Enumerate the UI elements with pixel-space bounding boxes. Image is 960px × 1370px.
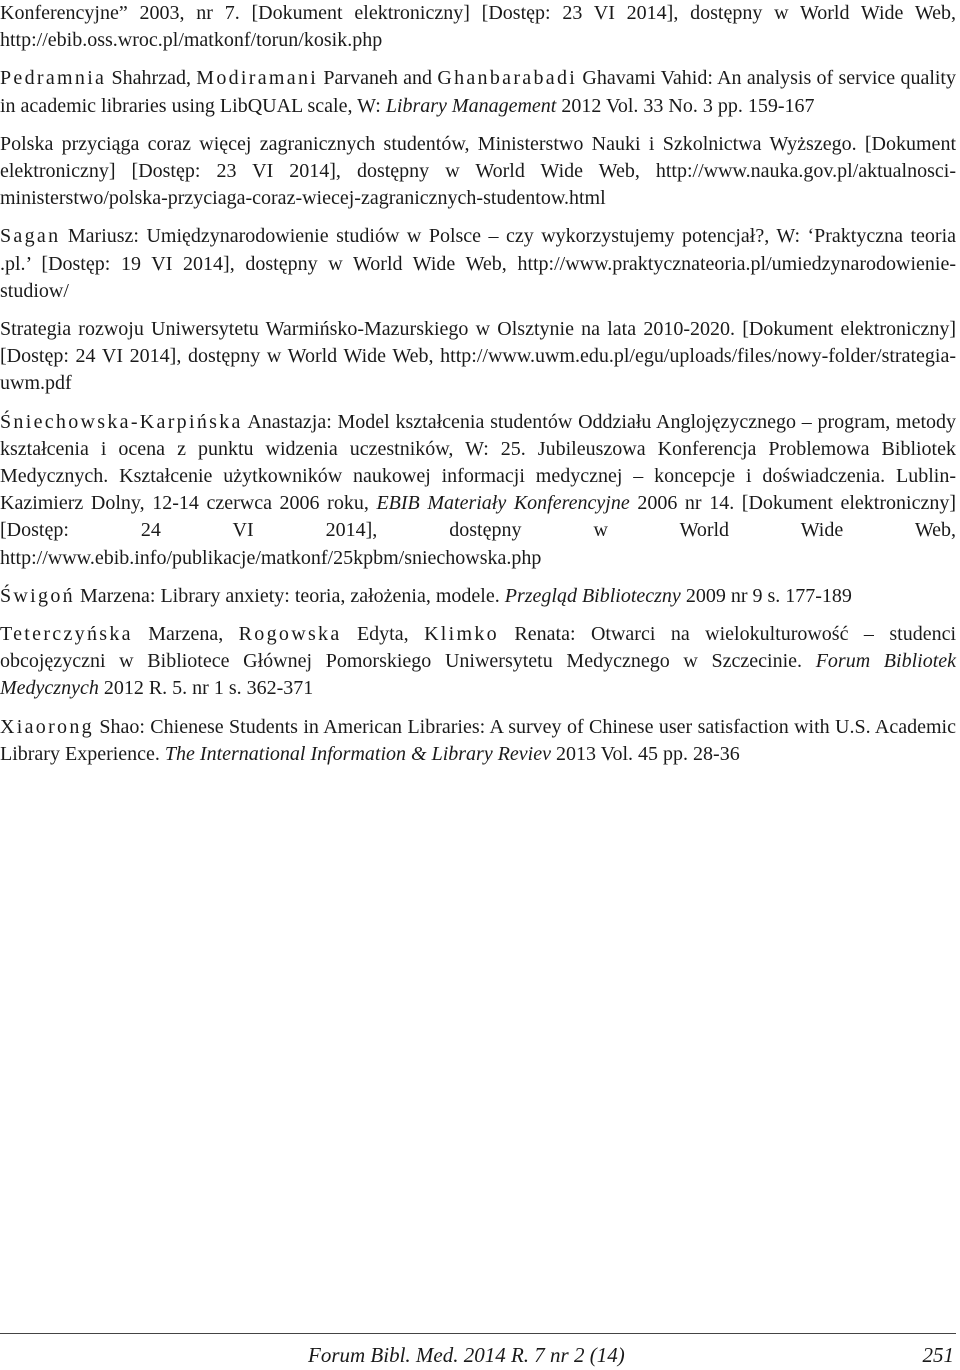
author-name: Xiaorong bbox=[0, 715, 94, 738]
author-name: Świgoń bbox=[0, 584, 75, 607]
reference-text: 2012 R. 5. nr 1 s. 362-371 bbox=[98, 677, 314, 700]
reference-text: Strategia rozwoju Uniwersytetu Warmińsko-Mazurskiego w Olsztynie na lata 2010-2020. [Dokument elektroniczny] [Dostęp: 24 VI 2014], dostępny w World Wide Web, http://www.uwm.edu.pl/egu/uploads/files/nowy-folder/strategia-uwm.pdf bbox=[0, 318, 956, 395]
reference-text: Renata: Otwarci na wielokulturowość – studenci obcojęzyczni w Bibliotece Głównej Pomorskiego Uniwersytetu Medycznego w Szczecinie. bbox=[0, 623, 957, 673]
author-name: Rogowska bbox=[238, 623, 342, 646]
footer-divider bbox=[0, 1333, 956, 1334]
source-title: EBIB Materiały Konferencyjne bbox=[376, 492, 630, 515]
source-title: Przegląd Biblioteczny bbox=[504, 584, 681, 607]
reference-entry bbox=[0, 316, 956, 398]
reference-entry bbox=[0, 714, 956, 768]
reference-entry bbox=[0, 583, 956, 610]
reference-text: Anastazja: Model kształcenia studentów Oddziału Anglojęzycznego – program, metody kształcenia i ocena z punktu widzenia uczestników, W: 25. Jubileuszowa Konferencja Problemowa Bibliotek Medycznych. Kształcenie użytkowników naukowej informacji medycznej – koncepcje i doświadczenia. Lublin-Kazimierz Dolny, 12-14 czerwca 2006 roku, bbox=[0, 410, 956, 515]
reference-text: 2012 Vol. 33 No. 3 pp. 159-167 bbox=[556, 94, 815, 117]
reference-entry bbox=[0, 0, 956, 54]
author-name: Pedramnia bbox=[0, 67, 107, 90]
footer-journal-info: Forum Bibl. Med. 2014 R. 7 nr 2 (14) bbox=[308, 1343, 625, 1367]
author-name: Ghanbarabadi bbox=[437, 67, 578, 90]
reference-entry bbox=[0, 131, 956, 213]
author-name: Śniechowska-Karpińska bbox=[0, 410, 243, 433]
author-name: Sagan bbox=[0, 225, 61, 248]
reference-entry bbox=[0, 65, 956, 119]
reference-text: Edyta, bbox=[341, 623, 425, 646]
reference-text: Polska przyciąga coraz więcej zagranicznych studentów, Ministerstwo Nauki i Szkolnictwa Wyższego. [Dokument elektroniczny] [Dostęp: 23 VI 2014], dostępny w World Wide Web, http://www.nauka.gov.pl/aktualnosci-ministerstwo/polska-przyciaga-coraz-wiecej-zagranicznych-studentow.html bbox=[0, 132, 956, 210]
reference-text: Shahrzad, bbox=[106, 67, 197, 90]
reference-text: Mariusz: Umiędzynarodowienie studiów w Polsce – czy wykorzystujemy potencjał?, W: ‘Praktyczna teoria .pl.’ [Dostęp: 19 VI 2014], dostępny w World Wide Web, http://www.praktycznateoria.pl/umiedzynarodowienie-studiow/ bbox=[0, 225, 956, 302]
source-title: Forum Bibliotek Medycznych bbox=[0, 650, 957, 700]
reference-entry bbox=[0, 621, 956, 703]
author-name: Teterczyńska bbox=[0, 623, 133, 646]
reference-text: Konferencyjne” 2003, nr 7. [Dokument elektroniczny] [Dostęp: 23 VI 2014], dostępny w World Wide Web, http://ebib.oss.wroc.pl/matkonf/torun/kosik.php bbox=[0, 2, 956, 52]
reference-entry bbox=[0, 409, 956, 572]
author-name: Modiramani bbox=[196, 67, 319, 90]
reference-text: Parvaneh and bbox=[318, 67, 438, 90]
reference-text: 2009 nr 9 s. 177-189 bbox=[680, 584, 852, 607]
author-name: Klimko bbox=[424, 623, 499, 646]
source-title: The International Information & Library Reviev bbox=[164, 742, 551, 765]
source-title: Library Management bbox=[385, 94, 557, 117]
page-number: 251 bbox=[922, 1343, 954, 1367]
reference-text: 2013 Vol. 45 pp. 28-36 bbox=[551, 742, 740, 765]
reference-text: Ghavami Vahid: An analysis of service quality in academic libraries using LibQUAL scale, W: bbox=[0, 67, 956, 117]
reference-text: 2006 nr 14. [Dokument elektroniczny] [Dostęp: 24 VI 2014], dostępny w World Wide Web, http://www.ebib.info/publikacje/matkonf/25kpbm/sniechowska.php bbox=[0, 492, 956, 569]
reference-text: Marzena: Library anxiety: teoria, założenia, modele. bbox=[74, 584, 505, 607]
reference-text: Marzena, bbox=[132, 623, 239, 646]
reference-text: Shao: Chienese Students in American Libraries: A survey of Chinese user satisfaction with U.S. Academic Library Experience. bbox=[0, 715, 956, 765]
reference-entry bbox=[0, 223, 956, 305]
